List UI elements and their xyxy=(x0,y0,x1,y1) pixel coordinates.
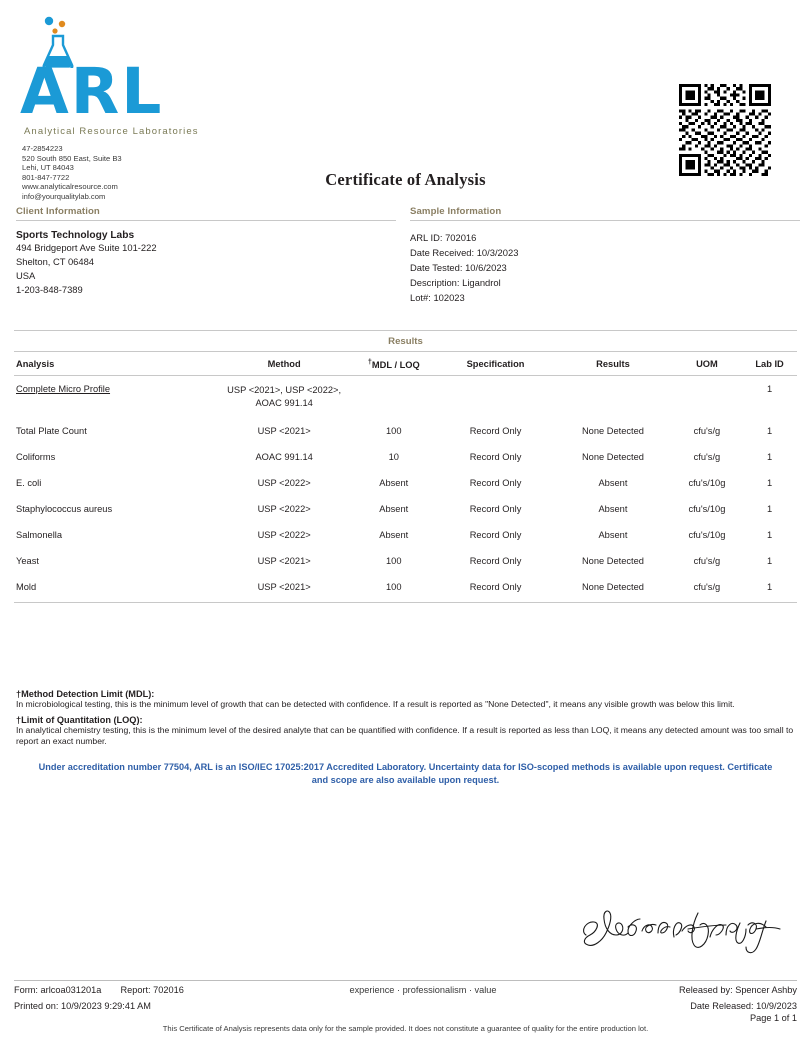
row-specification: Record Only xyxy=(469,504,522,515)
footer-printed-on: Printed on: 10/9/2023 9:29:41 AM xyxy=(14,1001,151,1011)
row-uom: cfu's/g xyxy=(693,452,721,463)
col-specification: Specification xyxy=(437,352,554,376)
row-mdl: 100 xyxy=(385,582,402,593)
footer-disclaimer: This Certificate of Analysis represents data only for the sample provided. It does not constitute a guarantee of quality for the entire production lot. xyxy=(162,1024,649,1033)
col-mdl-loq xyxy=(351,352,437,376)
client-country: USA xyxy=(16,270,36,281)
sample-arl-id: ARL ID: 702016 xyxy=(410,232,477,243)
row-uom: cfu's/10g xyxy=(688,478,726,489)
row-lab-id: 1 xyxy=(766,384,773,395)
table-row xyxy=(14,522,797,548)
row-analysis: Coliforms xyxy=(16,452,56,463)
col-analysis: Analysis xyxy=(14,352,218,376)
mdl-note-title: †Method Detection Limit (MDL): xyxy=(16,689,155,700)
row-uom: cfu's/g xyxy=(693,426,721,437)
row-specification: Record Only xyxy=(469,452,522,463)
row-analysis: Staphylococcus aureus xyxy=(16,504,113,515)
footer-row-primary xyxy=(14,981,797,995)
address-line-2: Lehi, UT 84043 xyxy=(22,163,74,173)
address-line-website: www.analyticalresource.com xyxy=(22,182,118,192)
mdl-note-body: In microbiological testing, this is the minimum level of growth that can be detected with confidence. If a result is reported as "None Detected", it means any visible growth was below this limit. xyxy=(16,699,735,710)
row-result: Absent xyxy=(598,530,628,541)
row-lab-id: 1 xyxy=(766,426,773,437)
results-section xyxy=(14,330,797,603)
row-result: None Detected xyxy=(581,582,644,593)
results-banner: Results xyxy=(14,330,797,351)
row-specification: Record Only xyxy=(469,478,522,489)
table-row xyxy=(14,376,797,419)
row-specification: Record Only xyxy=(469,582,522,593)
sample-date-tested: Date Tested: 10/6/2023 xyxy=(410,262,507,273)
row-result: Absent xyxy=(598,478,628,489)
footnotes-section xyxy=(14,689,797,787)
col-lab-id: Lab ID xyxy=(742,352,797,376)
address-line-email: info@yourqualitylab.com xyxy=(22,191,106,201)
sample-lot: Lot#: 102023 xyxy=(410,292,465,303)
qr-code-icon xyxy=(679,84,771,176)
row-uom: cfu's/g xyxy=(693,582,721,593)
company-logo xyxy=(18,14,348,201)
row-result: None Detected xyxy=(581,426,644,437)
dagger-marker: † xyxy=(367,357,372,366)
row-uom: cfu's/g xyxy=(693,556,721,567)
row-mdl: 10 xyxy=(388,452,399,463)
table-row xyxy=(14,418,797,444)
col-mdl-loq-label: MDL / LOQ xyxy=(371,360,420,371)
row-method: USP <2021> xyxy=(257,556,311,567)
client-address-2: Shelton, CT 06484 xyxy=(16,256,95,267)
row-analysis: E. coli xyxy=(16,478,42,489)
document-header xyxy=(14,0,797,200)
page-number: Page 1 of 1 xyxy=(750,1013,797,1023)
loq-note-body: In analytical chemistry testing, this is the minimum level of the desired analyte that can be quantified with confidence. If a result is reported as less than LOQ, it means any detected amount was too small to report an exact number. xyxy=(16,724,794,747)
footer-report: Report: 702016 xyxy=(120,985,184,995)
row-method: USP <2021> xyxy=(257,426,311,437)
table-header-row xyxy=(14,352,797,376)
row-analysis: Salmonella xyxy=(16,530,62,541)
row-result: Absent xyxy=(598,504,628,515)
logo-tagline: Analytical Resource Laboratories xyxy=(24,126,199,137)
sample-description: Description: Ligandrol xyxy=(410,277,501,288)
accreditation-statement: Under accreditation number 77504, ARL is an ISO/IEC 17025:2017 Accredited Laboratory. Uncertainty data for ISO-scoped methods is available upon request. Certificate and scope are also available upon request. xyxy=(38,761,773,785)
row-lab-id: 1 xyxy=(766,582,773,593)
row-analysis: Mold xyxy=(16,582,37,593)
row-uom: cfu's/10g xyxy=(688,530,726,541)
col-results: Results xyxy=(554,352,671,376)
client-phone: 1-203-848-7389 xyxy=(16,284,83,295)
row-lab-id: 1 xyxy=(766,452,773,463)
row-method: USP <2021> xyxy=(257,582,311,593)
address-line-0: 47-2854223 xyxy=(22,144,63,153)
col-method: Method xyxy=(218,352,351,376)
row-method: USP <2022> xyxy=(257,478,311,489)
row-result xyxy=(554,376,671,419)
row-result: None Detected xyxy=(581,556,644,567)
table-row xyxy=(14,548,797,574)
row-lab-id: 1 xyxy=(766,478,773,489)
row-mdl: 100 xyxy=(385,556,402,567)
results-table xyxy=(14,351,797,600)
row-lab-id: 1 xyxy=(766,556,773,567)
address-line-1: 520 South 850 East, Suite B3 xyxy=(22,153,122,163)
table-row xyxy=(14,470,797,496)
row-specification xyxy=(437,376,554,419)
logo-mark xyxy=(18,14,218,137)
row-lab-id: 1 xyxy=(766,504,773,515)
footer-form: Form: arlcoa031201a xyxy=(14,985,102,995)
row-analysis: Total Plate Count xyxy=(16,426,87,437)
table-bottom-divider xyxy=(14,602,797,603)
complete-micro-profile-label[interactable]: Complete Micro Profile xyxy=(16,384,111,395)
table-row xyxy=(14,574,797,600)
row-method: USP <2022> xyxy=(257,530,311,541)
row-method: AOAC 991.14 xyxy=(255,452,313,463)
table-row xyxy=(14,444,797,470)
client-address-1: 494 Bridgeport Ave Suite 101-222 xyxy=(16,242,157,253)
client-information-block xyxy=(16,206,396,297)
address-line-3: 801-847-7722 xyxy=(22,172,70,182)
row-mdl xyxy=(351,376,437,419)
row-specification: Record Only xyxy=(469,426,522,437)
document-footer xyxy=(14,980,797,1011)
sample-date-received: Date Received: 10/3/2023 xyxy=(410,247,519,258)
page-title: Certificate of Analysis xyxy=(325,170,486,189)
loq-note-title: †Limit of Quantitation (LOQ): xyxy=(16,714,143,725)
client-name: Sports Technology Labs xyxy=(16,230,135,241)
table-row xyxy=(14,496,797,522)
logo-wordmark: ARL xyxy=(20,55,164,128)
footer-released-by: Released by: Spencer Ashby xyxy=(679,985,797,995)
information-section xyxy=(14,206,797,316)
footer-row-secondary xyxy=(14,1001,797,1011)
row-analysis xyxy=(14,376,218,419)
row-lab-id: 1 xyxy=(766,530,773,541)
row-uom xyxy=(672,376,742,419)
row-method: USP <2021>, USP <2022>, AOAC 991.14 xyxy=(227,385,342,409)
signature-area xyxy=(0,903,811,963)
footer-motto: experience · professionalism · value xyxy=(349,985,497,995)
sample-information-block xyxy=(410,206,800,305)
footer-form-report xyxy=(14,985,264,995)
sample-information-heading: Sample Information xyxy=(410,206,800,221)
signature-image xyxy=(570,901,785,955)
row-result: None Detected xyxy=(581,452,644,463)
row-uom: cfu's/10g xyxy=(688,504,726,515)
row-mdl: Absent xyxy=(379,504,409,515)
row-specification: Record Only xyxy=(469,530,522,541)
row-mdl: Absent xyxy=(379,478,409,489)
row-mdl: 100 xyxy=(385,426,402,437)
footer-date-released: Date Released: 10/9/2023 xyxy=(690,1001,797,1011)
col-uom: UOM xyxy=(672,352,742,376)
row-mdl: Absent xyxy=(379,530,409,541)
client-information-heading: Client Information xyxy=(16,206,396,221)
row-analysis: Yeast xyxy=(16,556,39,567)
row-method: USP <2022> xyxy=(257,504,311,515)
row-specification: Record Only xyxy=(469,556,522,567)
